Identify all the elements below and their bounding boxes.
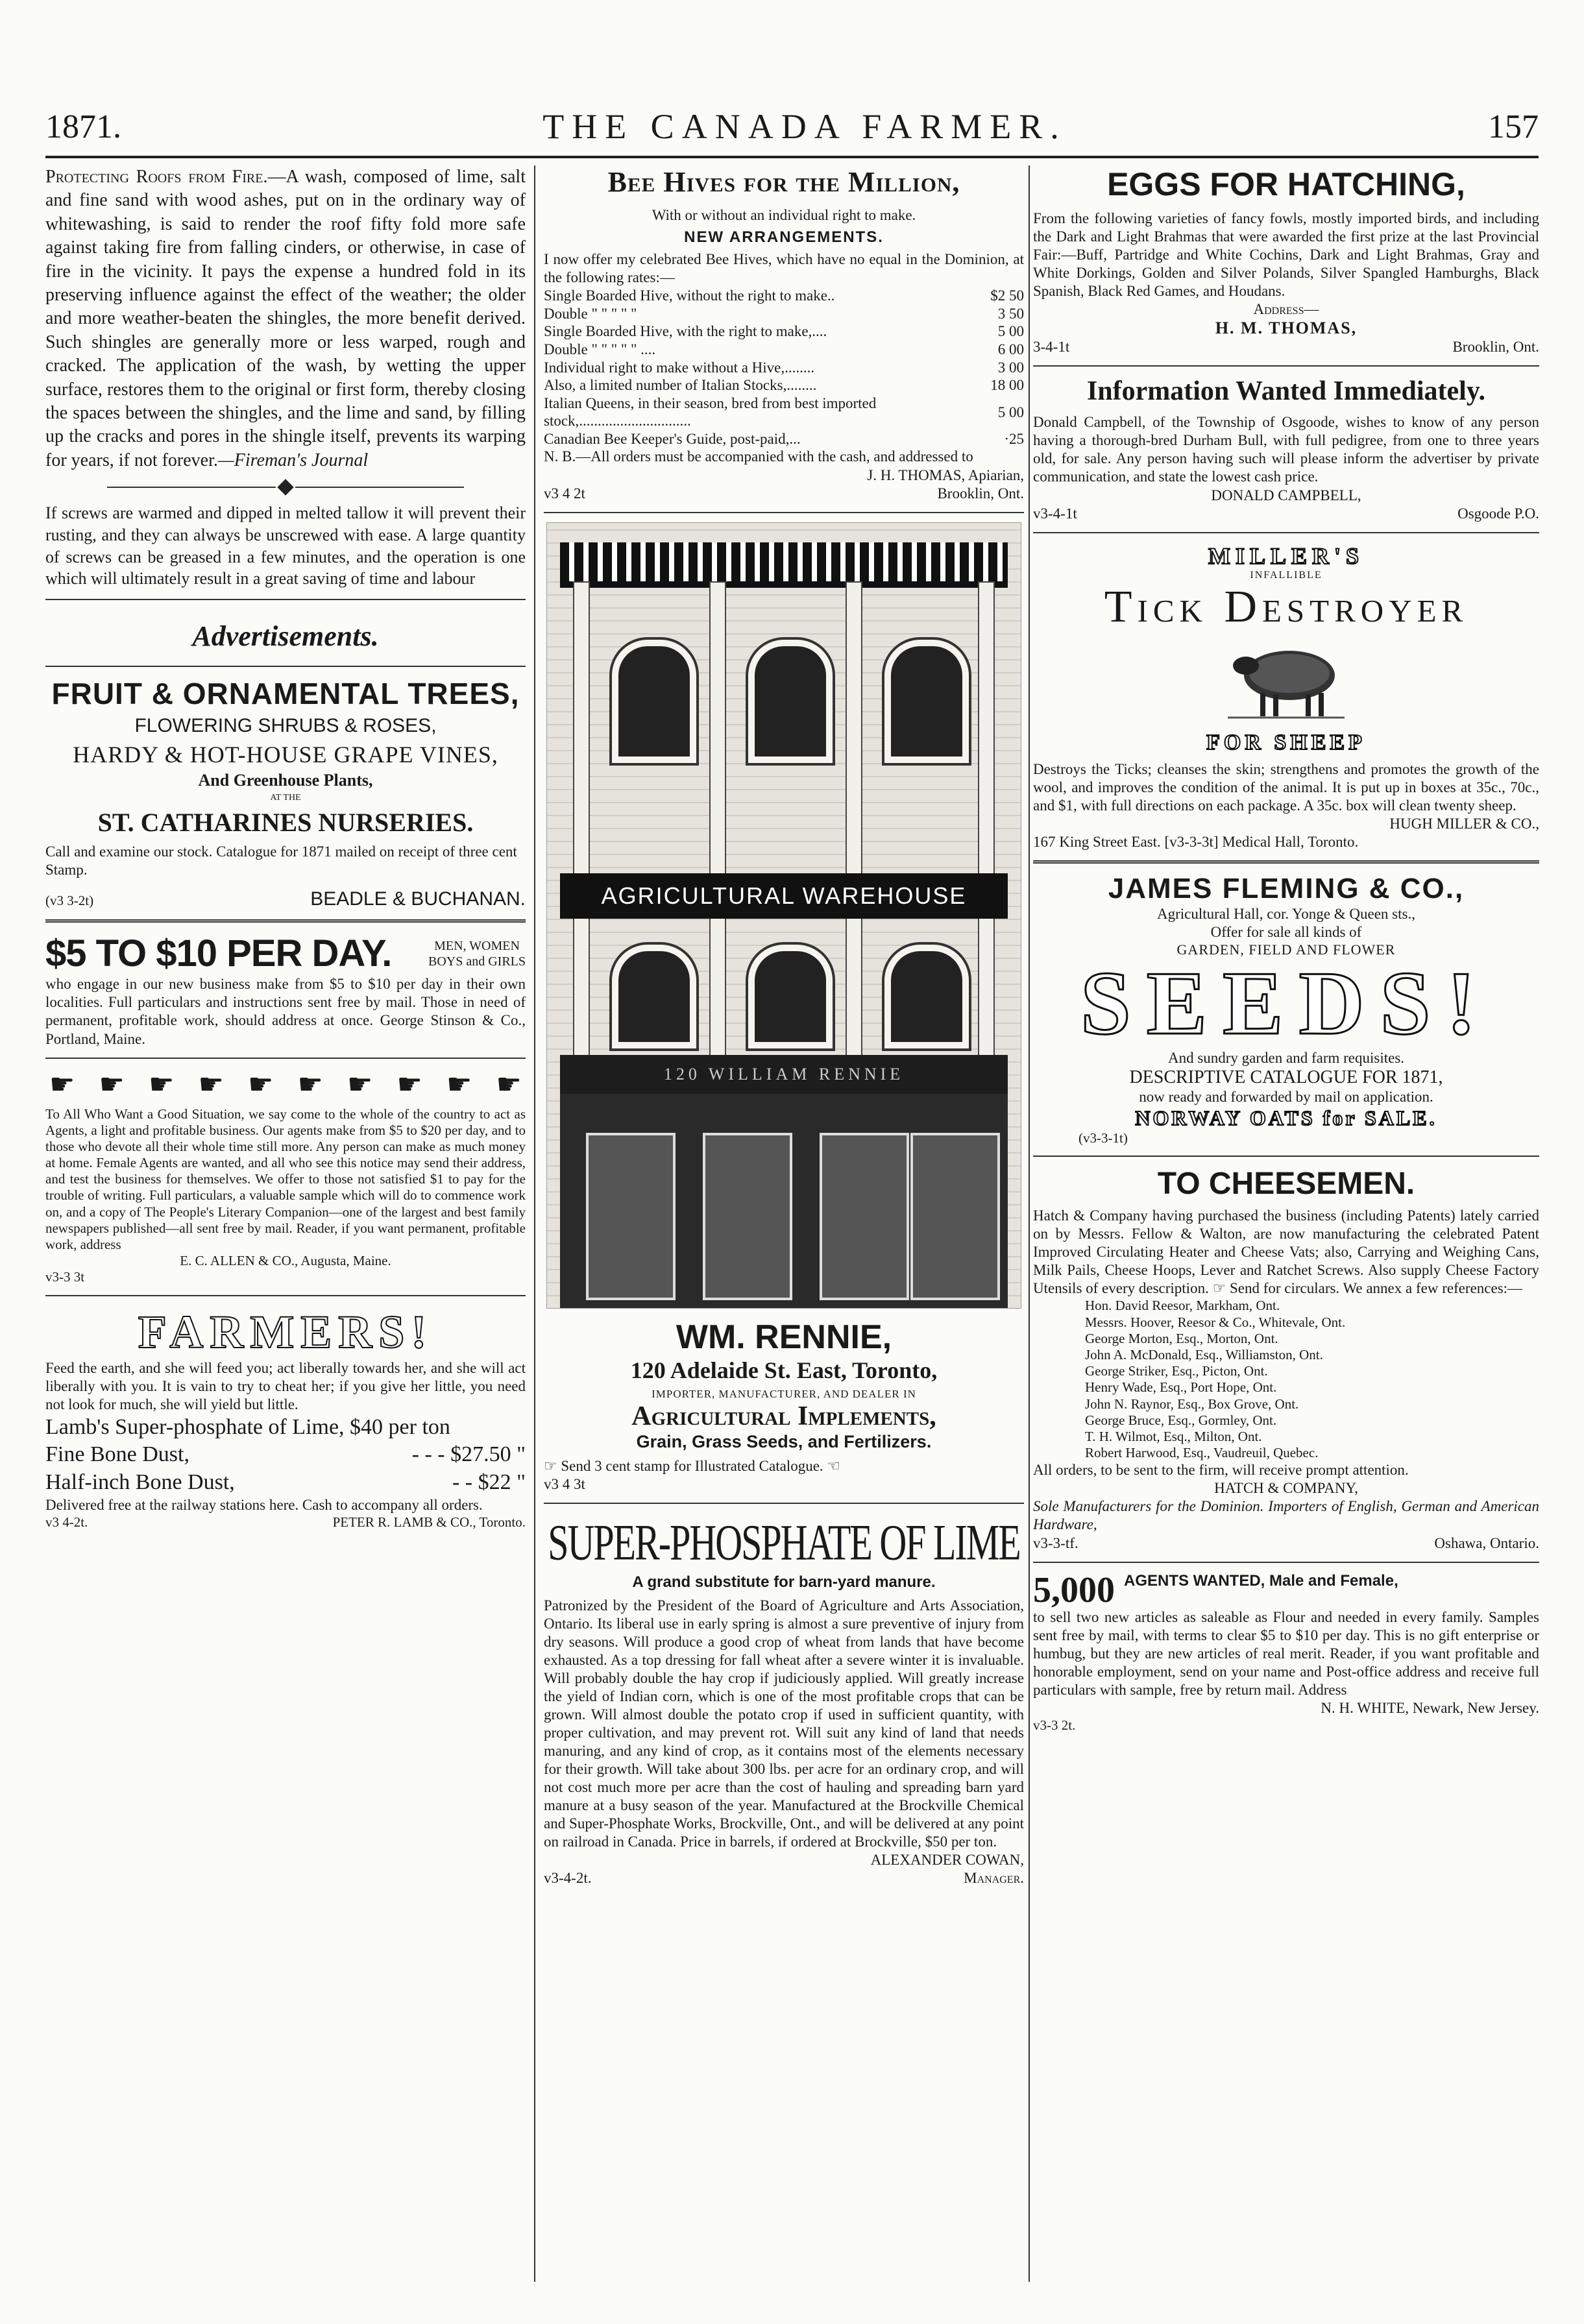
- ad-code: v3-4-2t.: [544, 1870, 592, 1887]
- ad-line: NORWAY OATS for SALE.: [1135, 1106, 1437, 1130]
- ad-agents-wanted: [1033, 1569, 1539, 1734]
- ad-firm: BEADLE & BUCHANAN.: [310, 888, 526, 910]
- pointing-hand-icon: ☛: [446, 1068, 472, 1100]
- price-list: [544, 287, 1024, 448]
- ad-subtitle: A grand substitute for barn-yard manure.: [632, 1573, 936, 1591]
- ad-signature: ALEXANDER COWAN,: [870, 1852, 1024, 1869]
- ad-information-wanted: [1033, 376, 1539, 522]
- reference-item: George Morton, Esq., Morton, Ont.: [1085, 1330, 1278, 1346]
- divider: [1033, 1562, 1539, 1563]
- ad-seeds-banner: SEEDS!: [1080, 952, 1493, 1054]
- divider: [1033, 365, 1539, 367]
- divider: [544, 1503, 1024, 1504]
- ad-cheesemen: [1033, 1166, 1539, 1552]
- ad-line: Sole Manufacturers for the Dominion. Importers of English, German and American Hardware,: [1033, 1498, 1539, 1533]
- divider: [1033, 860, 1539, 864]
- price-row: Individual right to make without a Hive,........ 3 00: [544, 359, 1024, 376]
- divider: [45, 1295, 526, 1296]
- ad-address: 167 King Street East. [v3-3-3t] Medical Hall, Toronto.: [1033, 833, 1359, 850]
- ad-text: who engage in our new business make from $5 to $10 per day in their own localities. Full particulars and instructions sent free by mail. Those in need of permanent, profitable work, should address at once. George Stinson & Co., Portland, Maine.: [45, 976, 526, 1047]
- ad-address: Agricultural Hall, cor. Yonge & Queen sts.,: [1157, 905, 1415, 922]
- ad-title: FRUIT & ORNAMENTAL TREES,: [51, 677, 520, 711]
- ad-nursery-name: ST. CATHARINES NURSERIES.: [97, 808, 474, 838]
- article-protecting-roofs: [45, 165, 526, 472]
- window: [884, 945, 969, 1048]
- article-text: —A wash, composed of lime, salt and fine sand with wood ashes, put on in the ordinary way of whitewashing, is said to render the roof fifty fold more safe against taking fire from falling cinders, or otherwise, in case of fire in the vicinity. It pays the expense a hundred fold in its preserving influence against the effect of the weather; the older and more weather-beaten the shingles, the more benefit derived. Such shingles are generally more or less warped, rough and cracked. The application of the wash, by wetting the upper surface, restores them to the original or first form, thereby closing the spaces between the shingles, and the lime and sand, by filling up the cracks and pores in the shingle itself, prevents its warping for years, if not forever.: [45, 167, 526, 470]
- column-divider: [534, 165, 535, 2282]
- ad-line: HARDY & HOT-HOUSE GRAPE VINES,: [73, 742, 498, 768]
- ad-place: Osgoode P.O.: [1457, 505, 1539, 522]
- ad-number: 5,000: [1033, 1569, 1115, 1610]
- ad-code: (v3-3-1t): [1078, 1130, 1128, 1146]
- sheep-illustration: [1221, 640, 1351, 724]
- shop-facade-sign: 120 WILLIAM RENNIE: [560, 1055, 1008, 1094]
- reference-item: T. H. Wilmot, Esq., Milton, Ont.: [1085, 1428, 1262, 1444]
- ad-brand: MILLER'S: [1208, 542, 1365, 569]
- ad-signature: HUGH MILLER & CO.,: [1389, 815, 1539, 832]
- column-middle: [544, 165, 1024, 1887]
- ad-signature: HATCH & COMPANY,: [1214, 1480, 1358, 1497]
- window: [612, 945, 696, 1048]
- price-row: Double " " " " " .... 6 00: [544, 341, 1024, 357]
- ad-title: Bee Hives for the Million,: [607, 166, 960, 198]
- ad-line: AT THE: [270, 793, 301, 803]
- reference-list: [1033, 1298, 1539, 1461]
- ad-price-item: Fine Bone Dust,: [45, 1442, 189, 1467]
- ad-james-fleming: [1033, 873, 1539, 1146]
- ad-signature: E. C. ALLEN & CO., Augusta, Maine.: [180, 1253, 391, 1269]
- ad-place: Brooklin, Ont.: [1452, 339, 1539, 356]
- ad-code: v3 4 3t: [544, 1475, 585, 1492]
- ad-line: And Greenhouse Plants,: [198, 771, 373, 790]
- divider: [544, 512, 1024, 513]
- ad-title: JAMES FLEMING & CO.,: [1108, 872, 1465, 904]
- masthead-rule: [45, 156, 1539, 158]
- ad-title: TO CHEESEMEN.: [1157, 1167, 1415, 1202]
- window: [612, 640, 696, 763]
- ad-title: SUPER-PHOSPHATE OF LIME: [548, 1514, 1020, 1571]
- reference-item: Hon. David Reesor, Markham, Ont.: [1085, 1298, 1280, 1314]
- price-row: Italian Queens, in their season, bred from best imported stock,.............................. 5 00: [544, 394, 1024, 430]
- ad-code: v3-3 3t: [45, 1269, 85, 1285]
- ad-price-value: - - $22 ": [452, 1470, 526, 1494]
- ad-text: To All Who Want a Good Situation, we say come to the whole of the country to act as Agents, a light and profitable business. Our agents make from $5 to $20 per day, and to those who devote all their whole time still more. Any person can make as much money at home. Female Agents are wanted, and all who see this notice may send their address, and test the business for themselves. We offer to those not satisfied $1 to pay for the trouble of writing. Full particulars, a valuable sample which will do to commence work on, and a copy of The People's Literary Companion—one of the largest and best family newspapers published—all sent free by mail. Reader, if you want permanent, profitable work, address: [45, 1106, 526, 1253]
- ad-title: $5 TO $10 PER DAY.: [45, 932, 392, 975]
- price-row: Also, a limited number of Italian Stocks,........ 18 00: [544, 377, 1024, 394]
- reference-item: John A. McDonald, Esq., Williamston, Ont.: [1085, 1347, 1323, 1363]
- price-row: Double " " " " " 3 50: [544, 305, 1024, 322]
- ad-line: MEN, WOMEN: [434, 938, 520, 953]
- masthead-title: THE CANADA FARMER.: [542, 107, 1067, 146]
- reference-item: Henry Wade, Esq., Port Hope, Ont.: [1085, 1379, 1277, 1396]
- ad-text: Call and examine our stock. Catalogue for 1871 mailed on receipt of three cent Stamp.: [45, 843, 517, 878]
- ad-text: From the following varieties of fancy fowls, mostly imported birds, and including the Dark and Light Brahmas that were awarded the first prize at the last Provincial Fair:—Buff, Partridge and White Cochins, Dark and Light Brahmas, Gray and White Dorkings, Golden and Silver Polands, Silver Spangled Hamburghs, Black Spanish, Black Red Games, and Houdans.: [1033, 210, 1539, 300]
- ad-line: And sundry garden and farm requisites.: [1167, 1049, 1405, 1066]
- ad-line: DESCRIPTIVE CATALOGUE FOR 1871,: [1129, 1067, 1443, 1087]
- ad-per-day: [45, 932, 526, 1048]
- price-row: Single Boarded Hive, without the right to make.. $2 50: [544, 287, 1024, 304]
- pointing-hand-icon: ☛: [248, 1068, 274, 1100]
- article-screws: If screws are warmed and dipped in melted tallow it will prevent their rusting, and they can always be unscrewed with ease. A large quantity of screws can be greased in a few minutes, and the operation is one which will ultimately result in a great saving of time and labour: [45, 503, 526, 588]
- ad-code: v3-3-tf.: [1033, 1534, 1078, 1551]
- window: [748, 945, 833, 1048]
- ad-intro: With or without an individual right to make.: [652, 207, 916, 223]
- divider: [45, 599, 526, 600]
- ad-role: Manager.: [964, 1870, 1024, 1887]
- ad-rennie: [544, 1318, 1024, 1494]
- article-source: —Fireman's Journal: [217, 450, 369, 470]
- price-row: Canadian Bee Keeper's Guide, post-paid,... ·25: [544, 430, 1024, 447]
- ad-line: now ready and forwarded by mail on application.: [1139, 1088, 1433, 1105]
- ad-line: BOYS and GIRLS: [428, 954, 526, 969]
- reference-item: John N. Raynor, Esq., Box Grove, Ont.: [1085, 1396, 1299, 1412]
- pointing-hand-icon: ☛: [49, 1068, 75, 1100]
- warehouse-sign: AGRICULTURAL WAREHOUSE: [560, 873, 1008, 919]
- ad-title: FARMERS!: [138, 1305, 433, 1358]
- ad-title: Tick Destroyer: [1104, 581, 1468, 632]
- ad-line: Agricultural Implements,: [631, 1401, 936, 1431]
- pointing-hand-icon: ☛: [396, 1068, 422, 1100]
- window: [884, 640, 969, 763]
- ad-text: Destroys the Ticks; cleanses the skin; strengthens and promotes the growth of the wool, and improves the condition of the animal. It is put up in boxes at 35c., 70c., and $1, with full directions on each package. A 35c. box will clean twenty sheep.: [1033, 760, 1539, 814]
- ad-code: v3-4-1t: [1033, 505, 1077, 522]
- ad-price-item: Half-inch Bone Dust,: [45, 1470, 235, 1494]
- ad-text: Patronized by the President of the Board of Agriculture and Arts Association, Ontario. Its liberal use in early spring is almost a sure preventive of injury from dry seasons. Will produce a good crop of wheat from lands that have become exhausted. As a top dressing for fall wheat after a severe winter it is invaluable. Will probably double the hay crop if judiciously applied. Will greatly increase the yield of Indian corn, which is one of the most profitable crops that can be grown. Will almost double the potato crop if used in sufficient quantity, with proper cultivation, and may prevent rot. Will suit any kind of land that needs manuring, and any kind of crop, as it contains most of the elements necessary for their growth. Will take about 300 lbs. per acre for an ordinary crop, and will not cost much more per acre than the cost of hauling and spreading barn yard manure at a busy season of the year. Manufactured at the Brockville Chemical and Super-Phosphate Works, Brockville, Ont., and will be delivered at any point on railroad in Canada. Price in barrels, if ordered at Brockville, $50 per ton.: [544, 1597, 1024, 1850]
- masthead-year: 1871.: [45, 108, 121, 145]
- column-left: [45, 165, 526, 1531]
- divider: [1033, 532, 1539, 533]
- ad-text: Delivered free at the railway stations here. Cash to accompany all orders.: [45, 1497, 483, 1514]
- ad-line: Offer for sale all kinds of: [1210, 923, 1362, 940]
- ad-farmers: [45, 1305, 526, 1531]
- ad-text: to sell two new articles as saleable as Flour and needed in every family. Samples sent free by mail, with terms to clear $5 to $10 per day. This is no gift enterprise or humbug, but they are new articles of real merit. Reader, if you want profitable and honorable employment, send on your name and Post-office address and receive full particulars with sample, free by return mail. Address: [1033, 1608, 1539, 1698]
- pointing-hands-row: [49, 1068, 522, 1101]
- ad-text: Feed the earth, and she will feed you; act liberally towards her, and she will act liberally with you. It is vain to try to cheat her; if you give her little, you need not look for much, she will yield but little.: [45, 1359, 526, 1412]
- ad-address-label: Address—: [1253, 301, 1319, 318]
- ad-code: (v3 3-2t): [45, 893, 94, 909]
- pointing-hand-icon: ☛: [496, 1068, 522, 1100]
- pointing-hand-icon: ☛: [198, 1068, 224, 1100]
- ad-code: v3-3 2t.: [1033, 1717, 1076, 1733]
- ad-line: INFALLIBLE: [1250, 569, 1322, 581]
- advertisements-heading: Advertisements.: [192, 620, 379, 653]
- price-row: Single Boarded Hive, with the right to make,.... 5 00: [544, 323, 1024, 340]
- reference-item: Robert Harwood, Esq., Vaudreuil, Quebec.: [1085, 1445, 1319, 1461]
- pointing-hand-icon: ☛: [149, 1068, 175, 1100]
- divider: [1033, 1156, 1539, 1157]
- ad-text: Hatch & Company having purchased the business (including Patents) lately carried on by Messrs. Fellow & Walton, are now manufacturing the celebrated Patent Improved Circulating Heater and Cheese Vats; also, Carrying and Weighing Cans, Milk Pails, Cheese Hoops, Lever and Ratchet Screws. Also supply Cheese Factory Utensils of every description. ☞ Send for circulars. We annex a few references:—: [1033, 1207, 1539, 1297]
- reference-item: George Striker, Esq., Picton, Ont.: [1085, 1363, 1268, 1379]
- ad-price-value: - - - $27.50 ": [411, 1442, 526, 1467]
- ad-price-line: Lamb's Super-phosphate of Lime, $40 per ton: [45, 1414, 450, 1439]
- ad-line: FLOWERING SHRUBS & ROSES,: [134, 715, 437, 737]
- ad-eggs: [1033, 165, 1539, 356]
- warehouse-illustration: [546, 522, 1021, 1309]
- pointing-hand-icon: ☛: [347, 1068, 373, 1100]
- ad-text: All orders, to be sent to the firm, will receive prompt attention.: [1033, 1462, 1409, 1479]
- ornament-rule: [45, 481, 526, 493]
- ad-signature: J. H. THOMAS, Apiarian,: [867, 466, 1024, 483]
- ad-line: FOR SHEEP: [1206, 730, 1366, 755]
- ad-title: Information Wanted Immediately.: [1086, 376, 1486, 407]
- shop-front: [560, 1094, 1008, 1308]
- ad-title: AGENTS WANTED, Male and Female,: [1124, 1571, 1398, 1590]
- ad-code: v3 4 2t: [544, 485, 585, 502]
- ad-line: IMPORTER, MANUFACTURER, AND DEALER IN: [652, 1387, 916, 1400]
- ad-subtitle: NEW ARRANGEMENTS.: [684, 228, 884, 247]
- ad-title: WM. RENNIE,: [676, 1318, 892, 1356]
- ad-text: I now offer my celebrated Bee Hives, which have no equal in the Dominion, at the following rates:—: [544, 251, 1024, 286]
- pointing-hand-icon: ☛: [99, 1068, 125, 1100]
- ad-super-phosphate: [544, 1513, 1024, 1888]
- ad-place: Brooklin, Ont.: [937, 485, 1024, 502]
- cornice: [560, 542, 1008, 588]
- ad-signature: N. H. WHITE, Newark, New Jersey.: [1321, 1699, 1539, 1716]
- ad-bee-hives: [544, 165, 1024, 503]
- ad-stamp: ☞ Send 3 cent stamp for Illustrated Catalogue. ☜: [544, 1457, 841, 1474]
- ad-name: H. M. THOMAS,: [1215, 319, 1358, 338]
- article-heading: Protecting Roofs from Fire.: [45, 167, 268, 187]
- ad-address: 120 Adelaide St. East, Toronto,: [630, 1357, 938, 1383]
- ad-tick-destroyer: [1033, 542, 1539, 851]
- masthead-page-number: 157: [1488, 108, 1539, 145]
- window: [748, 640, 833, 763]
- ad-line: Grain, Grass Seeds, and Fertilizers.: [636, 1431, 932, 1451]
- divider: [45, 919, 526, 923]
- ad-note: N. B.—All orders must be accompanied with the cash, and addressed to: [544, 448, 973, 465]
- ad-signature: DONALD CAMPBELL,: [1211, 487, 1361, 503]
- ad-line: GARDEN, FIELD AND FLOWER: [1176, 941, 1396, 958]
- ad-title: EGGS FOR HATCHING,: [1107, 166, 1465, 202]
- divider: [45, 666, 526, 667]
- ad-code: 3-4-1t: [1033, 339, 1070, 356]
- ad-fruit-trees: [45, 676, 526, 910]
- column-divider: [1029, 165, 1030, 2282]
- ad-firm: PETER R. LAMB & CO., Toronto.: [332, 1514, 526, 1531]
- ad-place: Oshawa, Ontario.: [1434, 1534, 1539, 1551]
- pointing-hand-icon: ☛: [297, 1068, 323, 1100]
- ad-code: v3 4-2t.: [45, 1514, 88, 1531]
- ad-allen: [45, 1106, 526, 1286]
- ad-text: Donald Campbell, of the Township of Osgoode, wishes to know of any person having a thorough-bred Durham Bull, with full pedigree, from one to three years old, for sale. Any person having such will please inform the advertiser by private communication, and state the lowest cash price.: [1033, 414, 1539, 485]
- reference-item: Messrs. Hoover, Reesor & Co., Whitevale, Ont.: [1085, 1314, 1346, 1330]
- reference-item: George Bruce, Esq., Gormley, Ont.: [1085, 1412, 1277, 1428]
- masthead: [45, 97, 1539, 156]
- column-right: [1033, 165, 1539, 1734]
- divider: [45, 1058, 526, 1059]
